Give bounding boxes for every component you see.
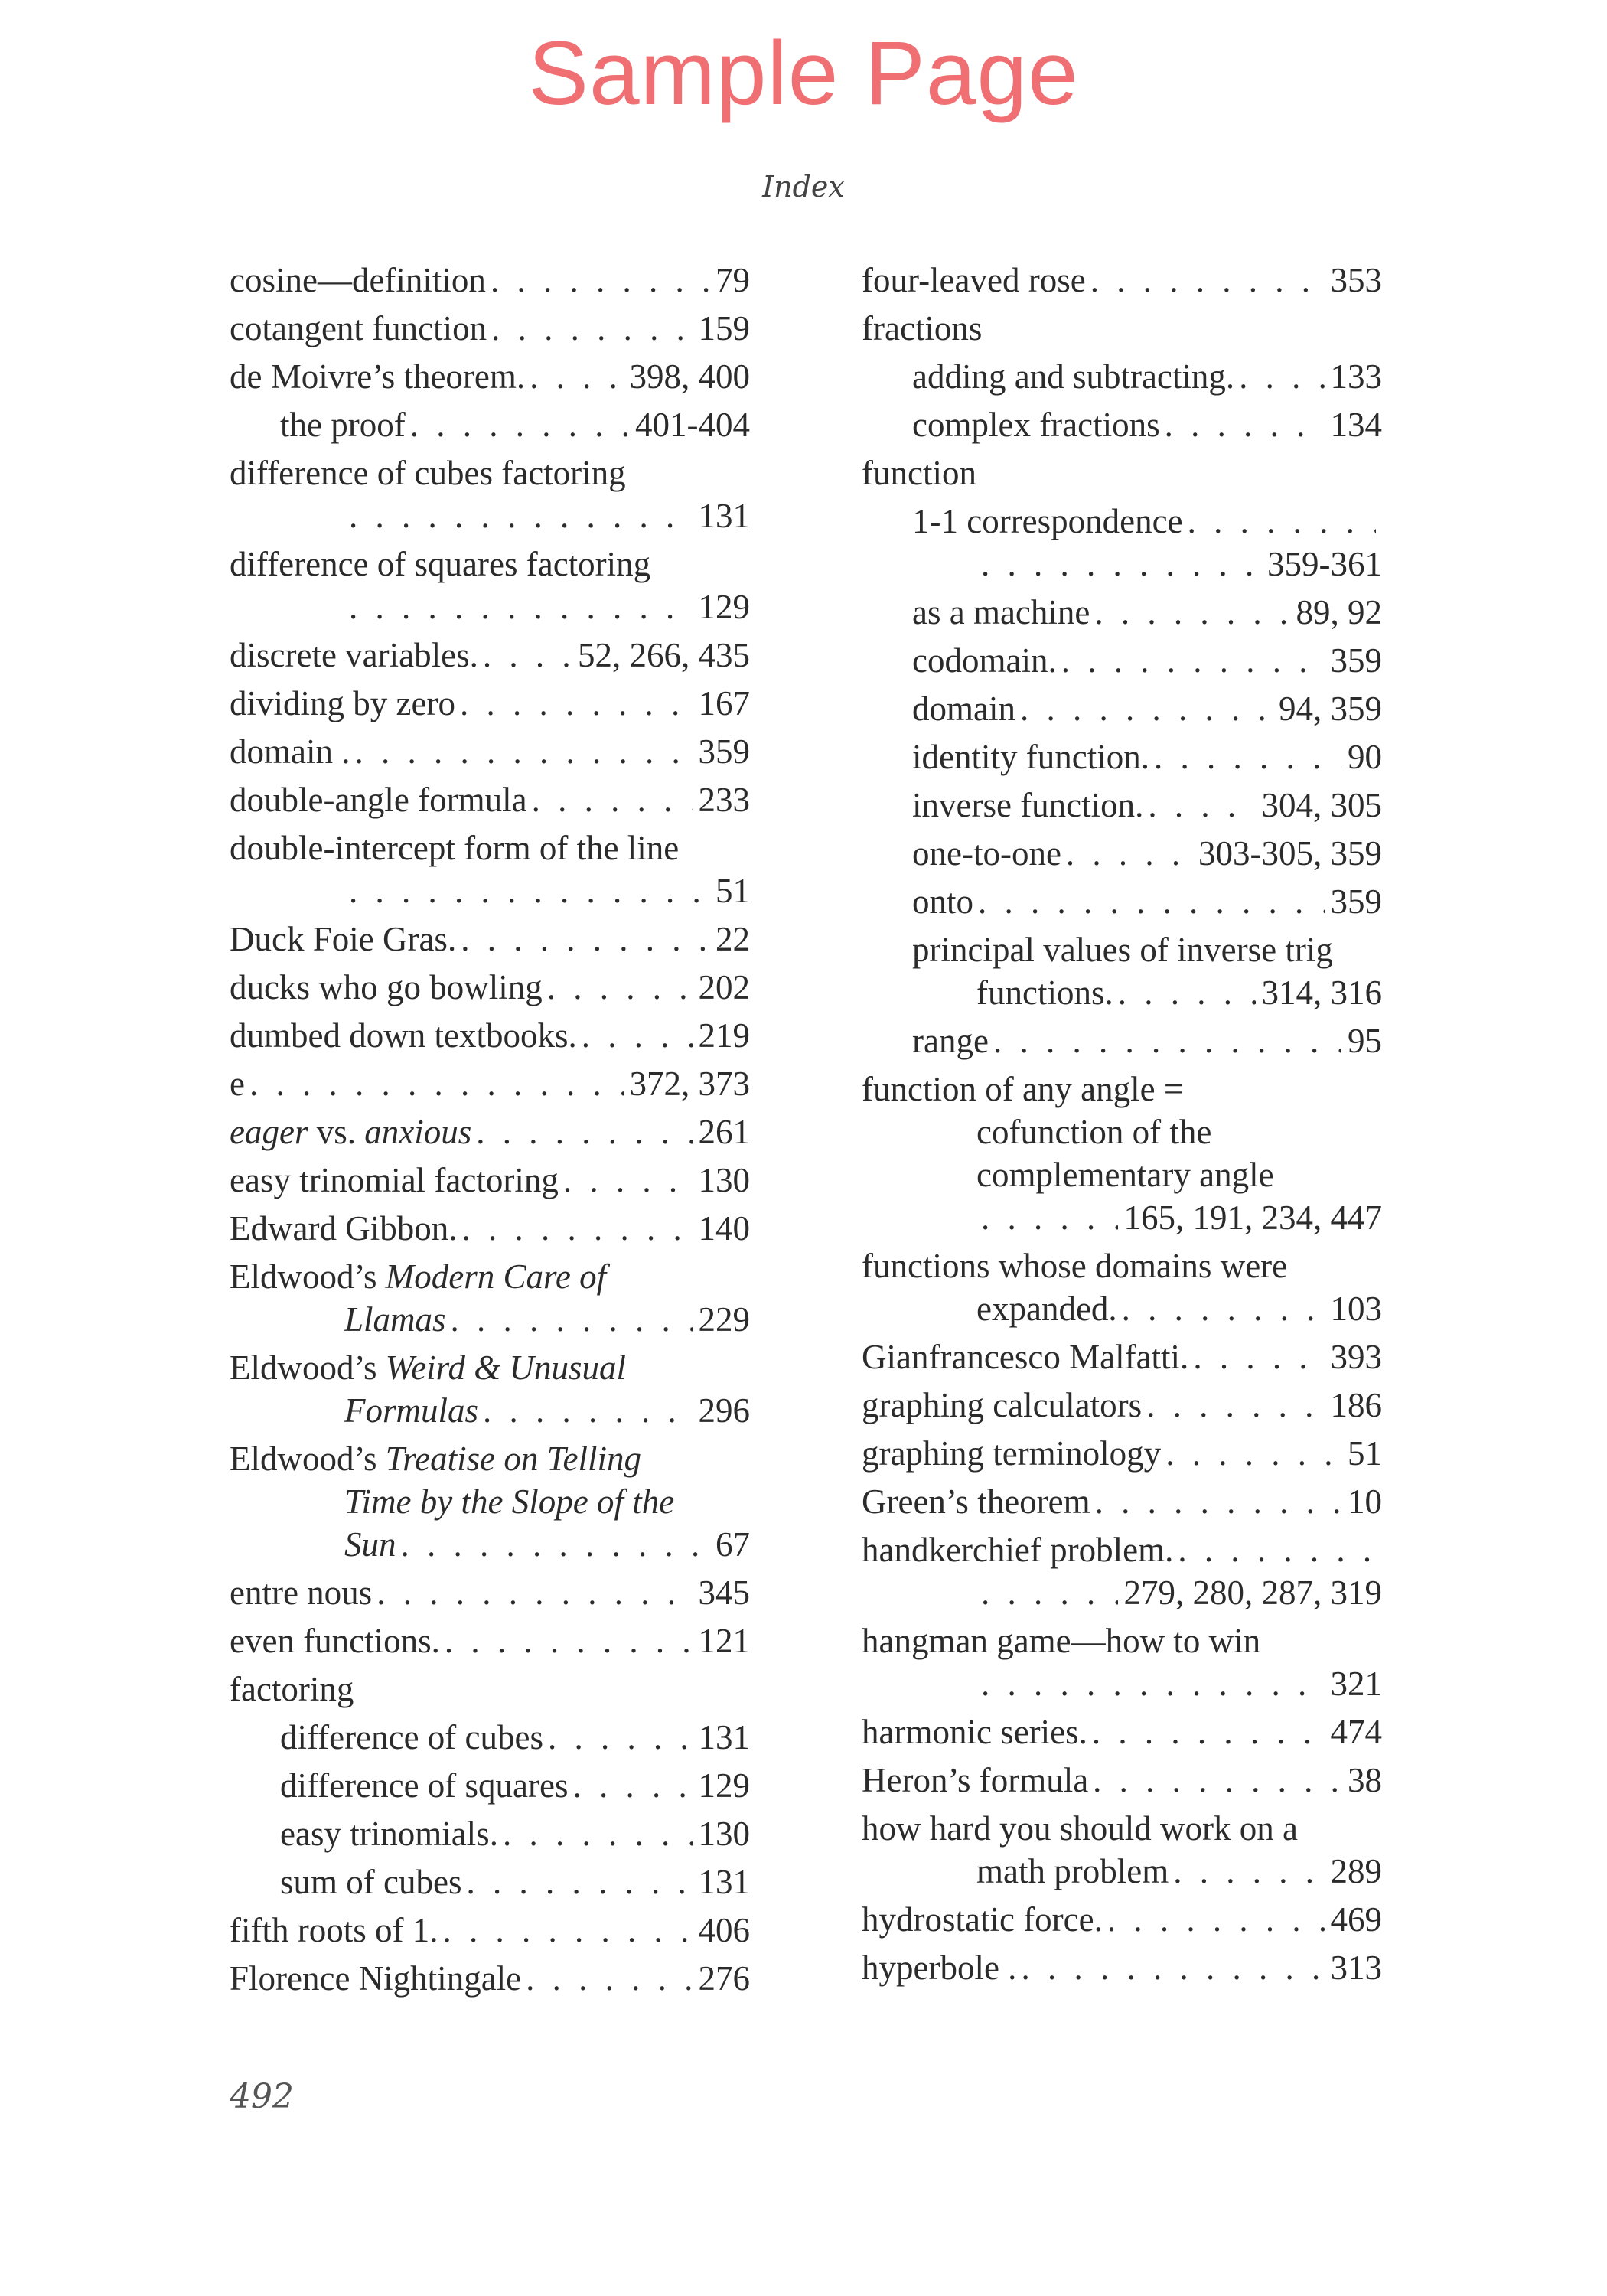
index-subentry <box>230 1764 750 1807</box>
index-entry <box>230 827 750 869</box>
index-entry-continuation <box>862 1110 1382 1153</box>
entry-text: functions. <box>976 974 1113 1012</box>
dot-leader <box>445 1619 693 1662</box>
entry-text: math problem <box>976 1852 1169 1890</box>
page-reference: 279, 280, 287, 319 <box>1123 1574 1382 1612</box>
dot-leader <box>981 1662 1325 1705</box>
dot-leader <box>1173 1850 1324 1893</box>
index-subentry <box>862 639 1382 682</box>
dot-leader <box>1020 687 1273 730</box>
entry-text: easy trinomials. <box>280 1815 498 1853</box>
dot-leader <box>563 1159 693 1202</box>
index-subentry <box>862 1019 1382 1062</box>
index-entry <box>862 1711 1382 1753</box>
entry-text: easy trinomial factoring <box>230 1161 559 1199</box>
entry-text: inverse function. <box>912 786 1144 824</box>
dot-leader <box>1165 403 1325 446</box>
page-reference: 131 <box>698 1718 750 1756</box>
index-entry <box>862 259 1382 302</box>
dot-leader <box>491 307 692 350</box>
dot-leader <box>532 778 693 821</box>
entry-text: cofunction of the <box>976 1113 1212 1151</box>
index-entry <box>230 355 750 398</box>
page-reference: 398, 400 <box>629 357 750 396</box>
dot-leader <box>572 1764 692 1807</box>
entry-text: Eldwood’s Modern Care of <box>230 1257 607 1296</box>
index-entry <box>230 1346 750 1389</box>
dot-leader <box>410 403 629 446</box>
page-reference: 94, 359 <box>1279 690 1382 728</box>
dot-leader <box>1095 1480 1341 1523</box>
dot-leader <box>978 880 1324 923</box>
entry-text: difference of cubes <box>280 1718 543 1756</box>
page-reference: 52, 266, 435 <box>578 636 750 674</box>
index-subentry <box>230 1812 750 1855</box>
index-entry <box>230 634 750 677</box>
dot-leader <box>1188 500 1376 543</box>
entry-text: difference of squares factoring <box>230 545 651 583</box>
entry-text: entre nous <box>230 1574 373 1612</box>
entry-text: graphing terminology <box>862 1434 1162 1473</box>
dot-leader <box>476 1110 692 1153</box>
entry-text: complementary angle <box>976 1156 1274 1194</box>
index-entry <box>862 1244 1382 1287</box>
entry-text: double-angle formula <box>230 781 527 819</box>
index-entry-continuation <box>230 585 750 628</box>
index-subentry <box>862 403 1382 446</box>
entry-text: hangman game—how to win <box>862 1622 1261 1660</box>
entry-text: Green’s theorem <box>862 1482 1090 1521</box>
index-entry <box>862 452 1382 494</box>
entry-text: expanded. <box>976 1290 1117 1328</box>
index-entry <box>230 682 750 725</box>
index-entry <box>862 1336 1382 1378</box>
dot-leader <box>483 1389 692 1432</box>
index-subentry <box>862 687 1382 730</box>
dot-leader <box>1154 735 1341 778</box>
page-reference: 304, 305 <box>1261 786 1382 824</box>
page-reference: 393 <box>1330 1338 1382 1376</box>
page-reference: 321 <box>1330 1665 1382 1703</box>
index-entry <box>230 1668 750 1711</box>
entry-text: Florence Nightingale <box>230 1959 522 1998</box>
index-entry-continuation <box>862 543 1382 585</box>
page-reference: 121 <box>698 1622 750 1660</box>
entry-text: double-intercept form of the line <box>230 829 680 867</box>
entry-text: domain . <box>230 732 350 771</box>
entry-text: graphing calculators <box>862 1386 1143 1424</box>
dot-leader <box>1090 259 1325 302</box>
dot-leader <box>1061 639 1325 682</box>
entry-text: four-leaved rose <box>862 261 1086 299</box>
dot-leader <box>1093 1759 1341 1802</box>
page-reference: 202 <box>698 968 750 1006</box>
index-entry <box>230 778 750 821</box>
page-reference: 276 <box>698 1959 750 1998</box>
entry-text: how hard you should work on a <box>862 1809 1298 1848</box>
index-subentry <box>862 735 1382 778</box>
dot-leader <box>1148 784 1255 827</box>
index-entry <box>230 966 750 1009</box>
entry-text: dividing by zero <box>230 684 455 722</box>
entry-text: function <box>862 454 976 492</box>
page-reference: 289 <box>1330 1852 1382 1890</box>
index-entry-continuation <box>862 1287 1382 1330</box>
index-entry <box>230 452 750 494</box>
dot-leader <box>349 585 693 628</box>
dot-leader <box>1107 1898 1325 1941</box>
dot-leader <box>1094 591 1289 634</box>
index-entry <box>862 1759 1382 1802</box>
page-reference: 474 <box>1330 1713 1382 1751</box>
index-entry <box>230 1014 750 1057</box>
entry-text: eager vs. anxious <box>230 1113 472 1151</box>
index-entry <box>862 1432 1382 1475</box>
index-entry-continuation <box>230 494 750 537</box>
entry-text: domain <box>912 690 1015 728</box>
page-reference: 22 <box>715 920 750 958</box>
dot-leader <box>1239 355 1324 398</box>
entry-text: Duck Foie Gras. <box>230 920 457 958</box>
page-reference: 186 <box>1330 1386 1382 1424</box>
page-reference: 359 <box>698 732 750 771</box>
index-entry <box>862 1480 1382 1523</box>
index-entry <box>230 1110 750 1153</box>
entry-text: Llamas <box>344 1300 446 1339</box>
dot-leader <box>442 1909 692 1952</box>
entry-text: dumbed down textbooks. <box>230 1016 577 1055</box>
index-entry-continuation <box>862 1153 1382 1196</box>
entry-text: Heron’s formula <box>862 1761 1089 1799</box>
dot-leader <box>582 1014 693 1057</box>
index-subentry <box>862 880 1382 923</box>
dot-leader <box>461 918 709 960</box>
dot-leader <box>1122 1287 1325 1330</box>
page-reference: 130 <box>698 1161 750 1199</box>
page-reference: 10 <box>1348 1482 1382 1521</box>
index-entry <box>862 1898 1382 1941</box>
dot-leader <box>349 869 709 912</box>
page-reference: 131 <box>698 1863 750 1901</box>
index-entry <box>862 307 1382 350</box>
page-reference: 165, 191, 234, 447 <box>1123 1199 1382 1237</box>
dot-leader <box>993 1019 1341 1062</box>
dot-leader <box>451 1298 693 1341</box>
dot-leader <box>1066 832 1192 875</box>
dot-leader <box>249 1062 624 1105</box>
dot-leader <box>1178 1528 1376 1571</box>
entry-text: range <box>912 1022 989 1060</box>
entry-text: Eldwood’s Weird & Unusual <box>230 1349 626 1387</box>
index-entry-continuation <box>862 1850 1382 1893</box>
page-reference: 67 <box>715 1525 750 1564</box>
index-entry <box>230 1619 750 1662</box>
entry-text: Edward Gibbon. <box>230 1209 458 1247</box>
dot-leader <box>466 1861 692 1903</box>
entry-text: sum of cubes <box>280 1863 462 1901</box>
page-number: 492 <box>230 2077 294 2116</box>
entry-text: fifth roots of 1. <box>230 1911 438 1949</box>
index-subentry <box>862 355 1382 398</box>
page-reference: 95 <box>1348 1022 1382 1060</box>
index-entry <box>230 1571 750 1614</box>
index-subentry <box>862 500 1382 543</box>
page-reference: 140 <box>698 1209 750 1247</box>
dot-leader <box>530 355 623 398</box>
page-reference: 51 <box>1348 1434 1382 1473</box>
page-reference: 372, 373 <box>629 1065 750 1103</box>
dot-leader <box>1118 971 1256 1014</box>
index-entry <box>230 730 750 773</box>
page-reference: 359 <box>1330 882 1382 921</box>
index-entry-continuation <box>862 1196 1382 1239</box>
sample-page-watermark: Sample Page <box>528 23 1079 124</box>
entry-text: handkerchief problem. <box>862 1531 1174 1569</box>
index-subentry <box>230 1861 750 1903</box>
dot-leader <box>981 1196 1118 1239</box>
index-entry <box>862 1068 1382 1110</box>
dot-leader <box>548 1716 693 1759</box>
dot-leader <box>526 1957 692 2000</box>
dot-leader <box>461 1207 692 1250</box>
page-reference: 134 <box>1330 406 1382 444</box>
entry-text: codomain. <box>912 641 1057 680</box>
entry-text: function of any angle = <box>862 1070 1184 1108</box>
entry-text: factoring <box>230 1670 354 1708</box>
dot-leader <box>1092 1711 1325 1753</box>
dot-leader <box>1193 1336 1324 1378</box>
index-entry <box>862 1619 1382 1662</box>
page-reference: 353 <box>1330 261 1382 299</box>
entry-text: principal values of inverse trig <box>912 931 1333 969</box>
entry-text: Sun <box>344 1525 396 1564</box>
entry-text: complex fractions <box>912 406 1160 444</box>
entry-text: the proof <box>280 406 406 444</box>
dot-leader <box>483 634 572 677</box>
index-subentry <box>862 832 1382 875</box>
entry-text: cotangent function <box>230 309 487 347</box>
index-entry <box>230 307 750 350</box>
page-reference: 401-404 <box>635 406 750 444</box>
page-reference: 233 <box>698 781 750 819</box>
entry-text: hydrostatic force. <box>862 1900 1103 1939</box>
entry-text: onto <box>912 882 974 921</box>
page-reference: 90 <box>1348 738 1382 776</box>
entry-text: functions whose domains were <box>862 1247 1288 1285</box>
index-entry <box>862 1807 1382 1850</box>
entry-text: de Moivre’s theorem. <box>230 357 526 396</box>
entry-text: difference of cubes factoring <box>230 454 626 492</box>
page-reference: 133 <box>1330 357 1382 396</box>
page-reference: 359-361 <box>1267 545 1382 583</box>
page-reference: 51 <box>715 872 750 910</box>
index-entry <box>230 1255 750 1298</box>
index-entry <box>230 1159 750 1202</box>
entry-text: adding and subtracting. <box>912 357 1235 396</box>
dot-leader <box>1021 1946 1324 1989</box>
index-entry <box>230 543 750 585</box>
index-entry-continuation <box>862 1571 1382 1614</box>
dot-leader <box>401 1523 710 1566</box>
entry-text: 1-1 correspondence <box>912 502 1183 540</box>
dot-leader <box>376 1571 692 1614</box>
page-reference: 469 <box>1330 1900 1382 1939</box>
page-reference: 129 <box>698 588 750 626</box>
page-reference: 131 <box>698 497 750 535</box>
page-reference: 345 <box>698 1574 750 1612</box>
index-entry <box>230 1909 750 1952</box>
page-reference: 303-305, 359 <box>1198 834 1382 872</box>
index-entry-continuation <box>862 971 1382 1014</box>
index-entry-continuation <box>230 1389 750 1432</box>
page-reference: 129 <box>698 1766 750 1805</box>
entry-text: ducks who go bowling <box>230 968 543 1006</box>
page-reference: 38 <box>1348 1761 1382 1799</box>
index-subentry <box>862 591 1382 634</box>
page-reference: 261 <box>698 1113 750 1151</box>
entry-text: Time by the Slope of the <box>344 1482 675 1521</box>
index-subentry <box>862 784 1382 827</box>
entry-text: Gianfrancesco Malfatti. <box>862 1338 1189 1376</box>
dot-leader <box>1146 1384 1324 1427</box>
entry-text: even functions. <box>230 1622 440 1660</box>
dot-leader <box>460 682 693 725</box>
index-subentry <box>862 928 1382 971</box>
entry-text: as a machine <box>912 593 1090 631</box>
entry-text: discrete variables. <box>230 636 478 674</box>
dot-leader <box>503 1812 693 1855</box>
index-entry <box>230 918 750 960</box>
page-reference: 296 <box>698 1391 750 1430</box>
index-entry-continuation <box>230 1298 750 1341</box>
index-entry-continuation <box>862 1662 1382 1705</box>
page-reference: 313 <box>1330 1949 1382 1987</box>
entry-text: Eldwood’s Treatise on Telling <box>230 1440 641 1478</box>
dot-leader <box>981 1571 1118 1614</box>
page-reference: 103 <box>1330 1290 1382 1328</box>
entry-text: identity function. <box>912 738 1149 776</box>
index-entry <box>230 259 750 302</box>
page-reference: 359 <box>1330 641 1382 680</box>
index-entry-continuation <box>230 1480 750 1523</box>
index-entry <box>862 1384 1382 1427</box>
page-reference: 159 <box>698 309 750 347</box>
dot-leader <box>491 259 709 302</box>
index-entry <box>230 1957 750 2000</box>
page-reference: 79 <box>715 261 750 299</box>
index-entry-continuation <box>230 1523 750 1566</box>
page-reference: 167 <box>698 684 750 722</box>
entry-text: Formulas <box>344 1391 479 1430</box>
entry-text: fractions <box>862 309 983 347</box>
index-column-left <box>230 259 750 2000</box>
dot-leader <box>547 966 693 1009</box>
page-reference: 130 <box>698 1815 750 1853</box>
dot-leader <box>981 543 1261 585</box>
entry-text: difference of squares <box>280 1766 569 1805</box>
entry-text: one-to-one <box>912 834 1061 872</box>
page-reference: 406 <box>698 1911 750 1949</box>
entry-text: cosine—definition <box>230 261 486 299</box>
index-column-right <box>862 259 1382 1989</box>
index-entry <box>230 1207 750 1250</box>
index-subentry <box>230 403 750 446</box>
index-entry <box>230 1062 750 1105</box>
dot-leader <box>1165 1432 1341 1475</box>
page-reference: 229 <box>698 1300 750 1339</box>
dot-leader <box>349 494 693 537</box>
page-reference: 314, 316 <box>1261 974 1382 1012</box>
index-entry <box>862 1946 1382 1989</box>
running-head: Index <box>762 170 845 204</box>
index-subentry <box>230 1716 750 1759</box>
entry-text: harmonic series. <box>862 1713 1087 1751</box>
entry-text: e <box>230 1065 245 1103</box>
page-reference: 219 <box>698 1016 750 1055</box>
entry-text: hyperbole . <box>862 1949 1017 1987</box>
index-entry-continuation <box>230 869 750 912</box>
index-entry <box>230 1437 750 1480</box>
index-entry <box>862 1528 1382 1571</box>
page-reference: 89, 92 <box>1296 593 1382 631</box>
dot-leader <box>354 730 692 773</box>
